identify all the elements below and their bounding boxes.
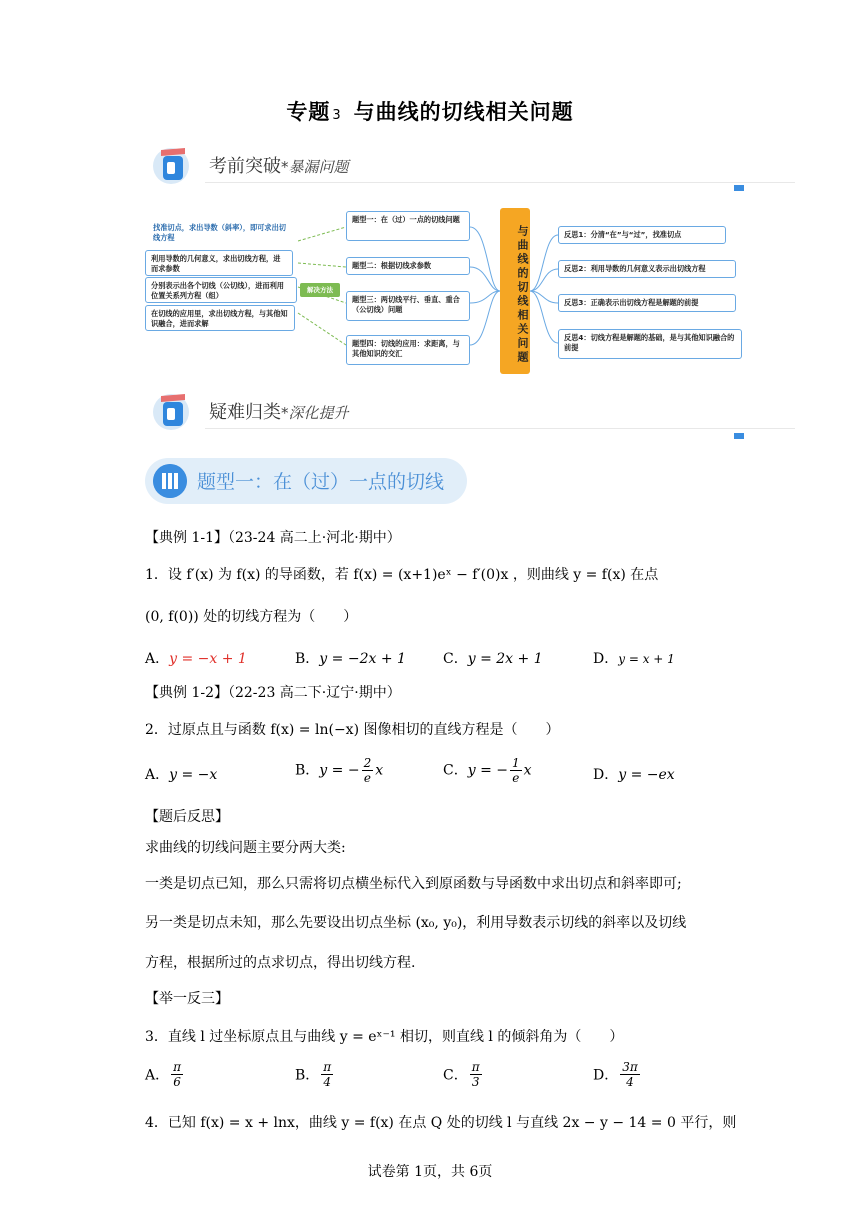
option-b: B．y = − $\frac{2}{e}$ x (295, 756, 384, 785)
type-banner (145, 458, 467, 504)
section-title-1: 考前突破*暴漏问题 (209, 156, 349, 177)
mind-map (148, 205, 748, 375)
title-main: 专题 (286, 100, 331, 124)
type-box-1: 题型一：在（过）一点的切线问题 (346, 211, 470, 241)
option-c: C．y = − $\frac{1}{e}$ x (443, 756, 532, 785)
question-2: 2．过原点且与函数 f(x) = ln(−x) 图像相切的直线方程是（ ） (145, 722, 560, 738)
fraction: $\frac{\pi}{6}$ (173, 1060, 182, 1089)
section-header-1 (145, 142, 745, 192)
option-d: D．y = x + 1 (593, 651, 675, 667)
example-1-2-tag: 【典例 1-2】（22-23 高二下·辽宁·期中） (145, 685, 401, 701)
reflection-p2: 一类是切点已知，那么只需将切点横坐标代入到原函数与导函数中求出切点和斜率即可; (145, 876, 682, 892)
section-rule (205, 428, 795, 429)
option-d: D．y = −ex (593, 767, 675, 783)
page-title (0, 96, 860, 126)
reflection-p1: 求曲线的切线问题主要分两大类: (145, 840, 346, 856)
book-logo-icon (145, 388, 205, 432)
fraction: $\frac{\pi}{3}$ (471, 1060, 480, 1089)
option-a: A． $\frac{\pi}{6}$ (145, 1060, 182, 1089)
type-box-3: 题型三：两切线平行、垂直、重合（公切线）问题 (346, 291, 470, 321)
corner-marker (734, 185, 744, 191)
question-1-line-1: 1．设 f′(x) 为 f(x) 的导函数，若 f(x) = (x+1)eˣ − f′(0)x ，则曲线 y = f(x) 在点 (145, 567, 659, 583)
option-c: C． $\frac{\pi}{3}$ (443, 1060, 480, 1089)
book-logo-icon (145, 142, 205, 186)
mind-map-center: 与曲线的切线相关问题 (500, 208, 530, 374)
question-1-line-2: (0, f(0)) 处的切线方程为（ ） (145, 609, 358, 625)
type-box-4: 题型四：切线的应用：求距离，与其他知识的交汇 (346, 335, 470, 365)
left-note-1: 找准切点，求出导数（斜率），即可求出切线方程 (148, 220, 298, 246)
option-b: B．y = −2x + 1 (295, 651, 406, 667)
fraction: $\frac{3\pi}{4}$ (622, 1060, 638, 1089)
method-label: 解决方法 (300, 283, 340, 297)
example-1-1-tag: 【典例 1-1】（23-24 高二上·河北·期中） (145, 530, 401, 546)
left-note-3: 分别表示出各个切线（公切线），进而利用位置关系列方程（组） (145, 277, 297, 303)
reflect-box-4: 反思4：切线方程是解题的基础，是与其他知识融合的前提 (558, 329, 742, 359)
books-icon (153, 464, 187, 498)
question-3: 3．直线 l 过坐标原点且与曲线 y = eˣ⁻¹ 相切，则直线 l 的倾斜角为（ ） (145, 1029, 624, 1045)
question-4: 4．已知 f(x) = x + lnx，曲线 y = f(x) 在点 Q 处的切线 l 与直线 2x − y − 14 = 0 平行，则 (145, 1115, 737, 1131)
option-a: A．y = −x (145, 767, 218, 783)
option-c: C．y = 2x + 1 (443, 651, 543, 667)
fraction: $\frac{1}{e}$ (512, 756, 520, 785)
type-box-2: 题型二：根据切线求参数 (346, 257, 470, 275)
section-title-2: 疑难归类*深化提升 (209, 402, 349, 423)
option-a: A．y = −x + 1 (145, 651, 247, 667)
title-number: 3 (332, 108, 342, 123)
fraction: $\frac{\pi}{4}$ (323, 1060, 332, 1089)
reflection-p3: 另一类是切点未知，那么先要设出切点坐标 (x₀, y₀)，利用导数表示切线的斜率以及切线 (145, 915, 687, 931)
left-note-2: 利用导数的几何意义，求出切线方程，进而求参数 (145, 250, 293, 276)
corner-marker (734, 433, 744, 439)
section-header-2 (145, 388, 745, 438)
practice-tag: 【举一反三】 (145, 991, 229, 1007)
reflection-tag: 【题后反思】 (145, 809, 229, 825)
reflect-box-3: 反思3：正确表示出切线方程是解题的前提 (558, 294, 736, 312)
left-note-4: 在切线的应用里，求出切线方程，与其他知识融合，进而求解 (145, 305, 295, 331)
option-b: B． $\frac{\pi}{4}$ (295, 1060, 332, 1089)
page-footer: 试卷第 1页，共 6页 (367, 1164, 493, 1180)
banner-text: 题型一：在（过）一点的切线 (197, 471, 445, 493)
option-d: D． $\frac{3\pi}{4}$ (593, 1060, 638, 1089)
section-rule (205, 182, 795, 183)
reflect-box-1: 反思1：分清“在”与“过”，找准切点 (558, 226, 726, 244)
title-rest: 与曲线的切线相关问题 (353, 100, 574, 124)
fraction: $\frac{2}{e}$ (363, 756, 372, 785)
reflection-p4: 方程，根据所过的点求切点，得出切线方程. (145, 955, 416, 971)
reflect-box-2: 反思2：利用导数的几何意义表示出切线方程 (558, 260, 736, 278)
